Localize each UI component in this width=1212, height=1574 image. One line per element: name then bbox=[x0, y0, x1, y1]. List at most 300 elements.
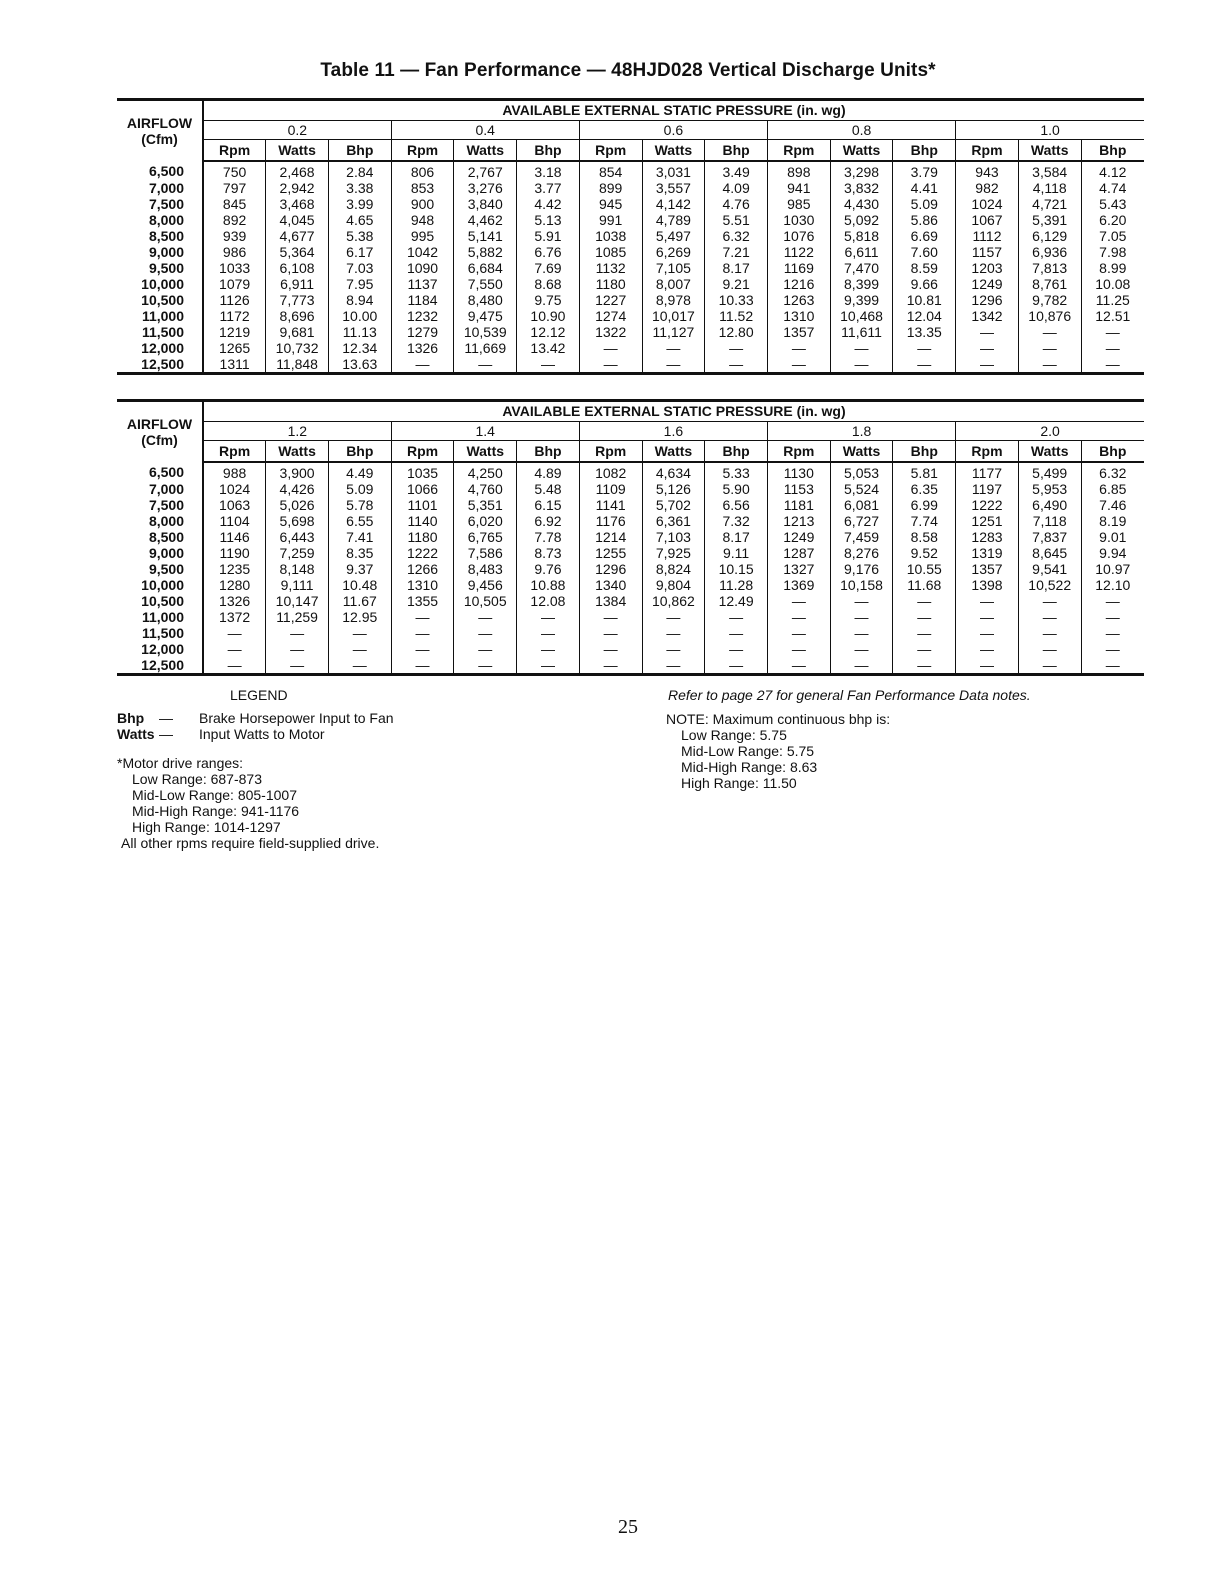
table-cell: 7,259 bbox=[266, 545, 329, 561]
table-cell: 4,634 bbox=[642, 462, 705, 481]
table-cell: 8,645 bbox=[1018, 545, 1081, 561]
table-cell: — bbox=[328, 657, 391, 675]
table-cell: 1153 bbox=[767, 481, 830, 497]
table-cell: 7,813 bbox=[1018, 260, 1081, 276]
table-cell: 5,364 bbox=[266, 244, 329, 260]
airflow-value: 10,500 bbox=[117, 593, 203, 609]
table-row bbox=[117, 324, 1144, 340]
table-cell: 9.11 bbox=[705, 545, 768, 561]
table-cell: — bbox=[767, 641, 830, 657]
unit-header: Rpm bbox=[203, 140, 266, 162]
table-cell: 7.21 bbox=[705, 244, 768, 260]
table-cell: 10,539 bbox=[454, 324, 517, 340]
table-cell: 892 bbox=[203, 212, 266, 228]
table-row bbox=[117, 577, 1144, 593]
table-cell: 9.21 bbox=[705, 276, 768, 292]
table-cell: 1042 bbox=[391, 244, 454, 260]
table-cell: — bbox=[1081, 324, 1144, 340]
table-cell: 2.84 bbox=[328, 161, 391, 180]
table-cell: 1181 bbox=[767, 497, 830, 513]
table-row bbox=[117, 161, 1144, 180]
table-cell: 12.95 bbox=[328, 609, 391, 625]
table-cell: 1296 bbox=[579, 561, 642, 577]
table-cell: 1169 bbox=[767, 260, 830, 276]
motor-range: Mid-Low Range: 805-1007 bbox=[132, 787, 297, 803]
table-cell: 1342 bbox=[956, 308, 1019, 324]
table-cell: 5.51 bbox=[705, 212, 768, 228]
unit-header: Rpm bbox=[767, 140, 830, 162]
table-cell: 7,118 bbox=[1018, 513, 1081, 529]
table-cell: 8,399 bbox=[830, 276, 893, 292]
table-row bbox=[117, 180, 1144, 196]
table-cell: — bbox=[642, 625, 705, 641]
table-cell: — bbox=[391, 609, 454, 625]
static-pressure-header: AVAILABLE EXTERNAL STATIC PRESSURE (in. wg) bbox=[203, 401, 1144, 422]
table-cell: 945 bbox=[579, 196, 642, 212]
table-cell: 1280 bbox=[203, 577, 266, 593]
table-cell: 9.37 bbox=[328, 561, 391, 577]
table-cell: 1126 bbox=[203, 292, 266, 308]
max-range: Low Range: 5.75 bbox=[681, 727, 787, 743]
table-cell: — bbox=[1018, 609, 1081, 625]
table-cell: 1033 bbox=[203, 260, 266, 276]
table-cell: 3,900 bbox=[266, 462, 329, 481]
table-cell: — bbox=[830, 625, 893, 641]
table-cell: — bbox=[956, 324, 1019, 340]
table-cell: 8,276 bbox=[830, 545, 893, 561]
table-cell: 4,250 bbox=[454, 462, 517, 481]
table-cell: — bbox=[1081, 657, 1144, 675]
table-cell: 13.35 bbox=[893, 324, 956, 340]
unit-header: Bhp bbox=[328, 441, 391, 463]
table-cell: 1180 bbox=[579, 276, 642, 292]
table-cell: 1322 bbox=[579, 324, 642, 340]
legend-entry-watts bbox=[117, 726, 325, 742]
table-row bbox=[117, 340, 1144, 356]
table-cell: 6.15 bbox=[517, 497, 580, 513]
table-cell: — bbox=[830, 593, 893, 609]
table-cell: 10.81 bbox=[893, 292, 956, 308]
table-cell: 6,443 bbox=[266, 529, 329, 545]
table-cell: 3,276 bbox=[454, 180, 517, 196]
table-cell: 6,490 bbox=[1018, 497, 1081, 513]
table-cell: 1203 bbox=[956, 260, 1019, 276]
table-cell: 1384 bbox=[579, 593, 642, 609]
table-cell: — bbox=[956, 657, 1019, 675]
table-cell: 1177 bbox=[956, 462, 1019, 481]
table-cell: 1216 bbox=[767, 276, 830, 292]
table-cell: — bbox=[517, 625, 580, 641]
table-cell: 5.33 bbox=[705, 462, 768, 481]
table-cell: 5.43 bbox=[1081, 196, 1144, 212]
table-cell: — bbox=[767, 593, 830, 609]
table-cell: 941 bbox=[767, 180, 830, 196]
table-cell: — bbox=[391, 356, 454, 374]
table-cell: 6,108 bbox=[266, 260, 329, 276]
fan-performance-table-2 bbox=[117, 399, 1144, 676]
table-row bbox=[117, 593, 1144, 609]
table-cell: 11,611 bbox=[830, 324, 893, 340]
table-cell: — bbox=[642, 356, 705, 374]
table-cell: 5,882 bbox=[454, 244, 517, 260]
table-cell: 6.35 bbox=[893, 481, 956, 497]
table-cell: — bbox=[830, 657, 893, 675]
table-cell: 1024 bbox=[203, 481, 266, 497]
table-cell: 12.51 bbox=[1081, 308, 1144, 324]
table-cell: 7,773 bbox=[266, 292, 329, 308]
table-cell: 5.09 bbox=[893, 196, 956, 212]
table-cell: 10,862 bbox=[642, 593, 705, 609]
table-cell: 7,105 bbox=[642, 260, 705, 276]
table-cell: 853 bbox=[391, 180, 454, 196]
table-cell: 8.94 bbox=[328, 292, 391, 308]
airflow-value: 7,000 bbox=[117, 180, 203, 196]
table-cell: 6,020 bbox=[454, 513, 517, 529]
table-cell: 1146 bbox=[203, 529, 266, 545]
table-cell: — bbox=[454, 356, 517, 374]
table-cell: 3,468 bbox=[266, 196, 329, 212]
table-cell: — bbox=[767, 625, 830, 641]
table-cell: 5.48 bbox=[517, 481, 580, 497]
table-cell: 4,760 bbox=[454, 481, 517, 497]
airflow-value: 8,500 bbox=[117, 529, 203, 545]
table-cell: 12.04 bbox=[893, 308, 956, 324]
table-cell: 4.65 bbox=[328, 212, 391, 228]
table-cell: — bbox=[1081, 593, 1144, 609]
table-cell: — bbox=[956, 641, 1019, 657]
table-cell: 4,677 bbox=[266, 228, 329, 244]
table-cell: — bbox=[767, 609, 830, 625]
unit-header: Bhp bbox=[1081, 140, 1144, 162]
table-cell: — bbox=[893, 593, 956, 609]
table-cell: 982 bbox=[956, 180, 1019, 196]
table-cell: 7,925 bbox=[642, 545, 705, 561]
table-cell: — bbox=[454, 609, 517, 625]
unit-header: Watts bbox=[1018, 140, 1081, 162]
table-cell: 1227 bbox=[579, 292, 642, 308]
table-cell: — bbox=[893, 609, 956, 625]
table-cell: 2,767 bbox=[454, 161, 517, 180]
table-cell: — bbox=[1018, 356, 1081, 374]
table-cell: 1176 bbox=[579, 513, 642, 529]
units-header-row bbox=[117, 140, 1144, 162]
motor-drive-note bbox=[117, 755, 379, 851]
airflow-value: 8,500 bbox=[117, 228, 203, 244]
airflow-value: 6,500 bbox=[117, 462, 203, 481]
table-cell: 7.60 bbox=[893, 244, 956, 260]
table-cell: 1066 bbox=[391, 481, 454, 497]
table-cell: 10,876 bbox=[1018, 308, 1081, 324]
max-range: Mid-Low Range: 5.75 bbox=[681, 743, 815, 759]
airflow-value: 12,000 bbox=[117, 641, 203, 657]
table-cell: 6.20 bbox=[1081, 212, 1144, 228]
table-cell: 4,118 bbox=[1018, 180, 1081, 196]
table-cell: 6.92 bbox=[517, 513, 580, 529]
table-cell: — bbox=[1018, 324, 1081, 340]
unit-header: Bhp bbox=[705, 140, 768, 162]
table-cell: 7.95 bbox=[328, 276, 391, 292]
table-cell: 7.74 bbox=[893, 513, 956, 529]
table-cell: 6.56 bbox=[705, 497, 768, 513]
table-cell: 7.46 bbox=[1081, 497, 1144, 513]
table-cell: 1063 bbox=[203, 497, 266, 513]
table-cell: 1101 bbox=[391, 497, 454, 513]
table-cell: — bbox=[203, 641, 266, 657]
airflow-header bbox=[117, 100, 203, 162]
unit-header: Rpm bbox=[203, 441, 266, 463]
airflow-value: 9,000 bbox=[117, 244, 203, 260]
table-cell: 5,499 bbox=[1018, 462, 1081, 481]
table-cell: 1130 bbox=[767, 462, 830, 481]
table-cell: 7.05 bbox=[1081, 228, 1144, 244]
table-cell: 797 bbox=[203, 180, 266, 196]
table-cell: — bbox=[767, 657, 830, 675]
pressure-header: 0.6 bbox=[579, 121, 767, 140]
table-cell: — bbox=[391, 625, 454, 641]
table-cell: 5,818 bbox=[830, 228, 893, 244]
table-cell: 1219 bbox=[203, 324, 266, 340]
table-cell: — bbox=[454, 657, 517, 675]
table-cell: 1327 bbox=[767, 561, 830, 577]
table-cell: — bbox=[956, 625, 1019, 641]
pressure-header: 0.2 bbox=[203, 121, 391, 140]
table-cell: 9,176 bbox=[830, 561, 893, 577]
table-cell: 1326 bbox=[203, 593, 266, 609]
unit-header: Rpm bbox=[956, 140, 1019, 162]
table-cell: 1319 bbox=[956, 545, 1019, 561]
unit-header: Watts bbox=[830, 441, 893, 463]
airflow-value: 12,500 bbox=[117, 657, 203, 675]
table-cell: 1311 bbox=[203, 356, 266, 374]
table-cell: 1035 bbox=[391, 462, 454, 481]
table-cell: 9,782 bbox=[1018, 292, 1081, 308]
table-cell: 1279 bbox=[391, 324, 454, 340]
table-cell: — bbox=[517, 657, 580, 675]
table-cell: 1222 bbox=[956, 497, 1019, 513]
pressure-header-row bbox=[117, 121, 1144, 140]
table-cell: 1232 bbox=[391, 308, 454, 324]
airflow-value: 8,000 bbox=[117, 212, 203, 228]
table-cell: 943 bbox=[956, 161, 1019, 180]
table-cell: 6,936 bbox=[1018, 244, 1081, 260]
unit-header: Watts bbox=[266, 140, 329, 162]
table-row bbox=[117, 356, 1144, 374]
table-cell: 1141 bbox=[579, 497, 642, 513]
table-cell: 7.41 bbox=[328, 529, 391, 545]
table-cell: 1355 bbox=[391, 593, 454, 609]
airflow-header-label: AIRFLOW bbox=[126, 115, 193, 131]
table-cell: 2,468 bbox=[266, 161, 329, 180]
table-cell: 8.19 bbox=[1081, 513, 1144, 529]
table-cell: 1076 bbox=[767, 228, 830, 244]
unit-header: Bhp bbox=[328, 140, 391, 162]
table-cell: 1266 bbox=[391, 561, 454, 577]
table-cell: 4,426 bbox=[266, 481, 329, 497]
legend-title: LEGEND bbox=[230, 687, 288, 703]
table-cell: — bbox=[956, 593, 1019, 609]
table-cell: 12.10 bbox=[1081, 577, 1144, 593]
table-cell: 2,942 bbox=[266, 180, 329, 196]
table-cell: 1372 bbox=[203, 609, 266, 625]
table-cell: 988 bbox=[203, 462, 266, 481]
table-cell: 10,522 bbox=[1018, 577, 1081, 593]
table-cell: 5,391 bbox=[1018, 212, 1081, 228]
airflow-value: 7,500 bbox=[117, 196, 203, 212]
table-cell: 5,053 bbox=[830, 462, 893, 481]
table-cell: 9.75 bbox=[517, 292, 580, 308]
table-cell: 13.42 bbox=[517, 340, 580, 356]
unit-header: Watts bbox=[642, 441, 705, 463]
table-cell: 3.99 bbox=[328, 196, 391, 212]
table-row bbox=[117, 462, 1144, 481]
table-cell: 5.13 bbox=[517, 212, 580, 228]
table-cell: 10.90 bbox=[517, 308, 580, 324]
table-cell: 5,497 bbox=[642, 228, 705, 244]
airflow-value: 12,000 bbox=[117, 340, 203, 356]
table-cell: — bbox=[579, 641, 642, 657]
table-cell: — bbox=[830, 609, 893, 625]
table-cell: — bbox=[893, 356, 956, 374]
table-row bbox=[117, 529, 1144, 545]
table-cell: — bbox=[705, 356, 768, 374]
table-cell: 1255 bbox=[579, 545, 642, 561]
table-cell: 9.52 bbox=[893, 545, 956, 561]
table-cell: 845 bbox=[203, 196, 266, 212]
table-cell: 5.91 bbox=[517, 228, 580, 244]
table-cell: 5.38 bbox=[328, 228, 391, 244]
table-cell: — bbox=[454, 641, 517, 657]
unit-header: Bhp bbox=[893, 441, 956, 463]
table-cell: 7.03 bbox=[328, 260, 391, 276]
table-cell: 11.52 bbox=[705, 308, 768, 324]
unit-header: Rpm bbox=[579, 140, 642, 162]
table-cell: — bbox=[391, 641, 454, 657]
table-cell: 6.69 bbox=[893, 228, 956, 244]
table-cell: 4.74 bbox=[1081, 180, 1144, 196]
table-cell: 3,298 bbox=[830, 161, 893, 180]
table-cell: 5,524 bbox=[830, 481, 893, 497]
table-cell: 9,399 bbox=[830, 292, 893, 308]
table-cell: — bbox=[893, 657, 956, 675]
table-cell: 1180 bbox=[391, 529, 454, 545]
legend-term: Bhp bbox=[117, 710, 145, 726]
table-cell: — bbox=[517, 641, 580, 657]
table-cell: 6,911 bbox=[266, 276, 329, 292]
table-cell: — bbox=[642, 657, 705, 675]
airflow-value: 12,500 bbox=[117, 356, 203, 374]
motor-range: Low Range: 687-873 bbox=[132, 771, 262, 787]
unit-header: Watts bbox=[454, 441, 517, 463]
table-cell: 10.97 bbox=[1081, 561, 1144, 577]
pressure-header: 1.4 bbox=[391, 422, 579, 441]
unit-header: Rpm bbox=[956, 441, 1019, 463]
table-cell: 11,259 bbox=[266, 609, 329, 625]
table-cell: 3,832 bbox=[830, 180, 893, 196]
table-cell: 11.67 bbox=[328, 593, 391, 609]
legend-term: Watts bbox=[117, 726, 155, 742]
airflow-header-label: AIRFLOW bbox=[126, 416, 193, 432]
fan-performance-table-1 bbox=[117, 98, 1144, 375]
table-cell: 10,017 bbox=[642, 308, 705, 324]
table-cell: 5,351 bbox=[454, 497, 517, 513]
table-cell: 10,158 bbox=[830, 577, 893, 593]
table-cell: 1082 bbox=[579, 462, 642, 481]
table-cell: 1265 bbox=[203, 340, 266, 356]
table-cell: — bbox=[642, 609, 705, 625]
unit-header: Watts bbox=[266, 441, 329, 463]
table-cell: 7,837 bbox=[1018, 529, 1081, 545]
table-cell: 4.12 bbox=[1081, 161, 1144, 180]
table-cell: 5,141 bbox=[454, 228, 517, 244]
table-cell: 11,127 bbox=[642, 324, 705, 340]
table-cell: 10.55 bbox=[893, 561, 956, 577]
table-cell: — bbox=[1081, 641, 1144, 657]
table-cell: 4.41 bbox=[893, 180, 956, 196]
table-cell: 10,505 bbox=[454, 593, 517, 609]
table-cell: 899 bbox=[579, 180, 642, 196]
legend-definition: Input Watts to Motor bbox=[199, 726, 325, 742]
table-cell: 1090 bbox=[391, 260, 454, 276]
table-cell: 9.01 bbox=[1081, 529, 1144, 545]
table-cell: 6.32 bbox=[705, 228, 768, 244]
table-cell: 4,430 bbox=[830, 196, 893, 212]
table-cell: 3.38 bbox=[328, 180, 391, 196]
refer-note: Refer to page 27 for general Fan Performance Data notes. bbox=[668, 687, 1031, 703]
table-cell: 3.49 bbox=[705, 161, 768, 180]
table-cell: 9,111 bbox=[266, 577, 329, 593]
motor-range: High Range: 1014-1297 bbox=[132, 819, 281, 835]
table-cell: 12.49 bbox=[705, 593, 768, 609]
table-cell: 1287 bbox=[767, 545, 830, 561]
airflow-value: 10,000 bbox=[117, 577, 203, 593]
table-cell: 1310 bbox=[767, 308, 830, 324]
unit-header: Watts bbox=[1018, 441, 1081, 463]
table-cell: 948 bbox=[391, 212, 454, 228]
pressure-header: 1.8 bbox=[767, 422, 955, 441]
table-cell: 1357 bbox=[956, 561, 1019, 577]
table-row bbox=[117, 625, 1144, 641]
table-cell: 3.77 bbox=[517, 180, 580, 196]
table-cell: 3,584 bbox=[1018, 161, 1081, 180]
table-cell: 6,765 bbox=[454, 529, 517, 545]
table-cell: 8,696 bbox=[266, 308, 329, 324]
table-cell: 9.76 bbox=[517, 561, 580, 577]
table-cell: 5,092 bbox=[830, 212, 893, 228]
table-cell: 8,480 bbox=[454, 292, 517, 308]
table-cell: 6.99 bbox=[893, 497, 956, 513]
table-cell: 1398 bbox=[956, 577, 1019, 593]
table-cell: 4.09 bbox=[705, 180, 768, 196]
pressure-header: 2.0 bbox=[956, 422, 1144, 441]
table-cell: 939 bbox=[203, 228, 266, 244]
table-cell: 10.00 bbox=[328, 308, 391, 324]
max-range: High Range: 11.50 bbox=[681, 775, 797, 791]
table-cell: 5,126 bbox=[642, 481, 705, 497]
table-cell: 6,269 bbox=[642, 244, 705, 260]
table-cell: 6,129 bbox=[1018, 228, 1081, 244]
table-cell: — bbox=[893, 641, 956, 657]
table-cell: 4.89 bbox=[517, 462, 580, 481]
table-cell: — bbox=[1018, 593, 1081, 609]
table-cell: 1067 bbox=[956, 212, 1019, 228]
table-cell: 8,978 bbox=[642, 292, 705, 308]
table-cell: 1369 bbox=[767, 577, 830, 593]
table-cell: 1190 bbox=[203, 545, 266, 561]
table-cell: — bbox=[1081, 356, 1144, 374]
table-cell: 1184 bbox=[391, 292, 454, 308]
table-cell: 986 bbox=[203, 244, 266, 260]
unit-header: Rpm bbox=[391, 140, 454, 162]
